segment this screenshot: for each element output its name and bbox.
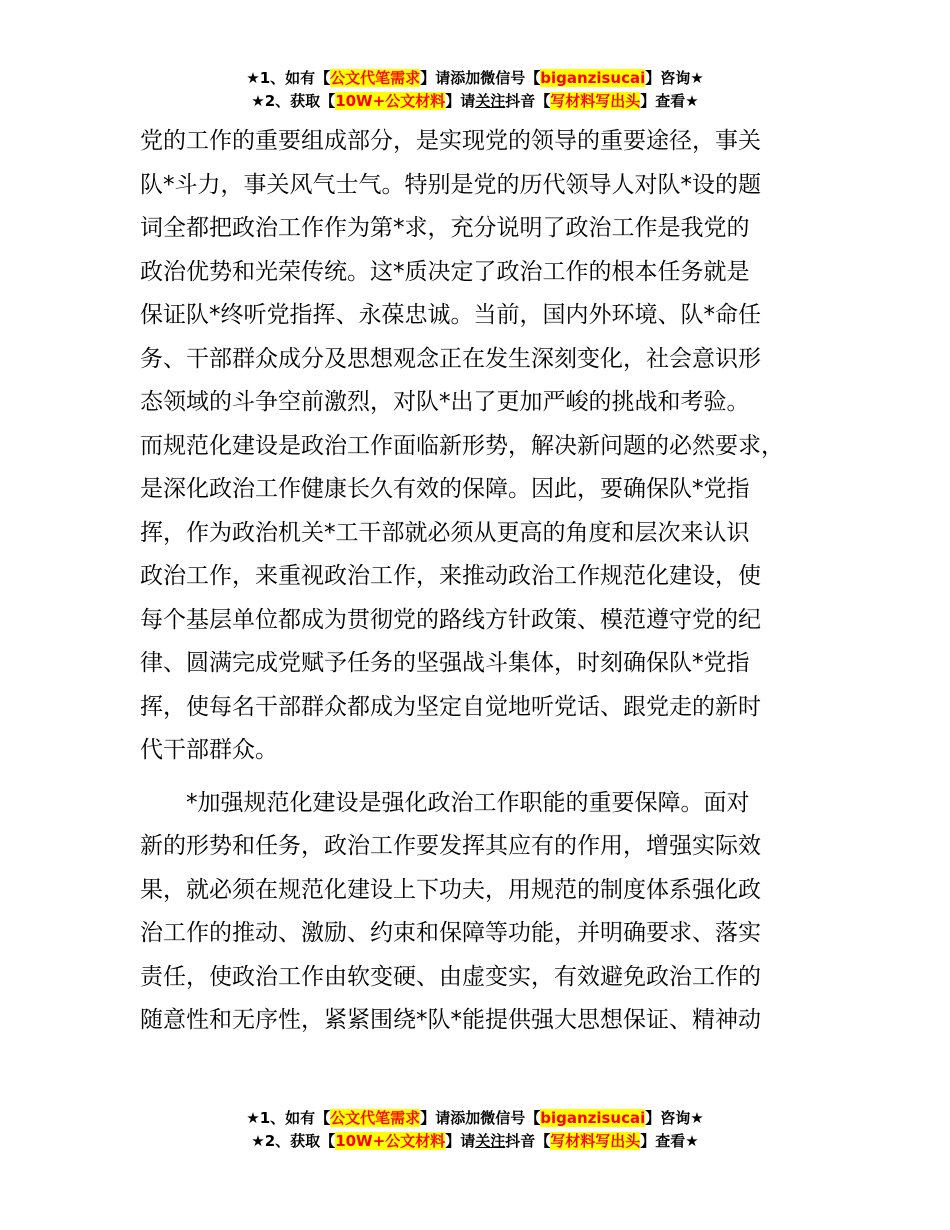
promo-underlined-follow: 关注 [475, 1132, 506, 1150]
promo-underlined-follow: 关注 [475, 92, 506, 110]
text-line: 责任，使政治工作由软变硬、由虚变实，有效避免政治工作的 [140, 963, 761, 990]
promo-highlight-wechat-id: biganzisucai [540, 1109, 646, 1127]
promo-highlight-service: 公文代笔需求 [330, 1109, 421, 1127]
promo-highlight-wechat-id: biganzisucai [540, 69, 646, 87]
document-body [140, 120, 840, 1043]
promo-line-2: ★2、获取【10W+公文材料】请关注抖音【写材料写出头】查看★ [251, 92, 699, 110]
paragraph-2 [140, 782, 840, 1043]
promo-highlight-douyin-account: 写材料写出头 [550, 92, 641, 110]
text-line: *加强规范化建设是强化政治工作职能的重要保障。面对 [140, 789, 750, 816]
header-promo-banner [0, 67, 950, 113]
text-line: 每个基层单位都成为贯彻党的路线方针政策、模范遵守党的纪 [140, 606, 761, 633]
text-line: 律、圆满完成党赋予任务的坚强战斗集体，时刻确保队*党指 [140, 650, 750, 676]
text-line: 随意性和无序性，紧紧围绕*队*能提供强大思想保证、精神动 [140, 1007, 761, 1033]
text-line: 党的工作的重要组成部分，是实现党的领导的重要途径，事关 [140, 128, 761, 154]
text-line: 态领域的斗争空前激烈，对队*出了更加严峻的挑战和考验。 [140, 389, 750, 415]
promo-highlight-douyin-account: 写材料写出头 [550, 1132, 641, 1150]
text-line: 新的形势和任务，政治工作要发挥其应有的作用，增强实际效 [140, 833, 761, 859]
promo-highlight-materials: 10W+公文材料 [335, 92, 446, 110]
text-line: 挥，作为政治机关*工干部就必须从更高的角度和层次来认识 [140, 519, 750, 546]
text-line: 务、干部群众成分及思想观念正在发生深刻变化，社会意识形 [140, 345, 761, 372]
promo-line-2: ★2、获取【10W+公文材料】请关注抖音【写材料写出头】查看★ [251, 1132, 699, 1150]
paragraph-1 [140, 120, 840, 773]
text-line: 政治优势和光荣传统。这*质决定了政治工作的根本任务就是 [140, 258, 750, 285]
text-line: 队*斗力，事关风气士气。特别是党的历代领导人对队*设的题 [140, 171, 761, 198]
promo-highlight-materials: 10W+公文材料 [335, 1132, 446, 1150]
text-line: 代干部群众。 [140, 737, 278, 763]
text-line: 是深化政治工作健康长久有效的保障。因此，要确保队*党指 [140, 476, 750, 502]
promo-line-1: ★1、如有【公文代笔需求】请添加微信号【biganzisucai】咨询★ [246, 1109, 704, 1127]
text-line: 政治工作，来重视政治工作，来推动政治工作规范化建设，使 [140, 563, 761, 589]
text-line: 挥，使每名干部群众都成为坚定自觉地听党话、跟党走的新时 [140, 693, 761, 720]
paragraph-spacer [140, 773, 840, 782]
text-line: 果，就必须在规范化建设上下功夫，用规范的制度体系强化政 [140, 876, 761, 903]
text-line: 词全都把政治工作作为第*求，充分说明了政治工作是我党的 [140, 215, 750, 241]
footer-promo-banner [0, 1107, 950, 1153]
text-line: 而规范化建设是政治工作面临新形势，解决新问题的必然要求， [140, 432, 784, 459]
text-line: 治工作的推动、激励、约束和保障等功能，并明确要求、落实 [140, 920, 761, 946]
promo-highlight-service: 公文代笔需求 [330, 69, 421, 87]
promo-line-1: ★1、如有【公文代笔需求】请添加微信号【biganzisucai】咨询★ [246, 69, 704, 87]
text-line: 保证队*终听党指挥、永葆忠诚。当前，国内外环境、队*命任 [140, 302, 761, 328]
